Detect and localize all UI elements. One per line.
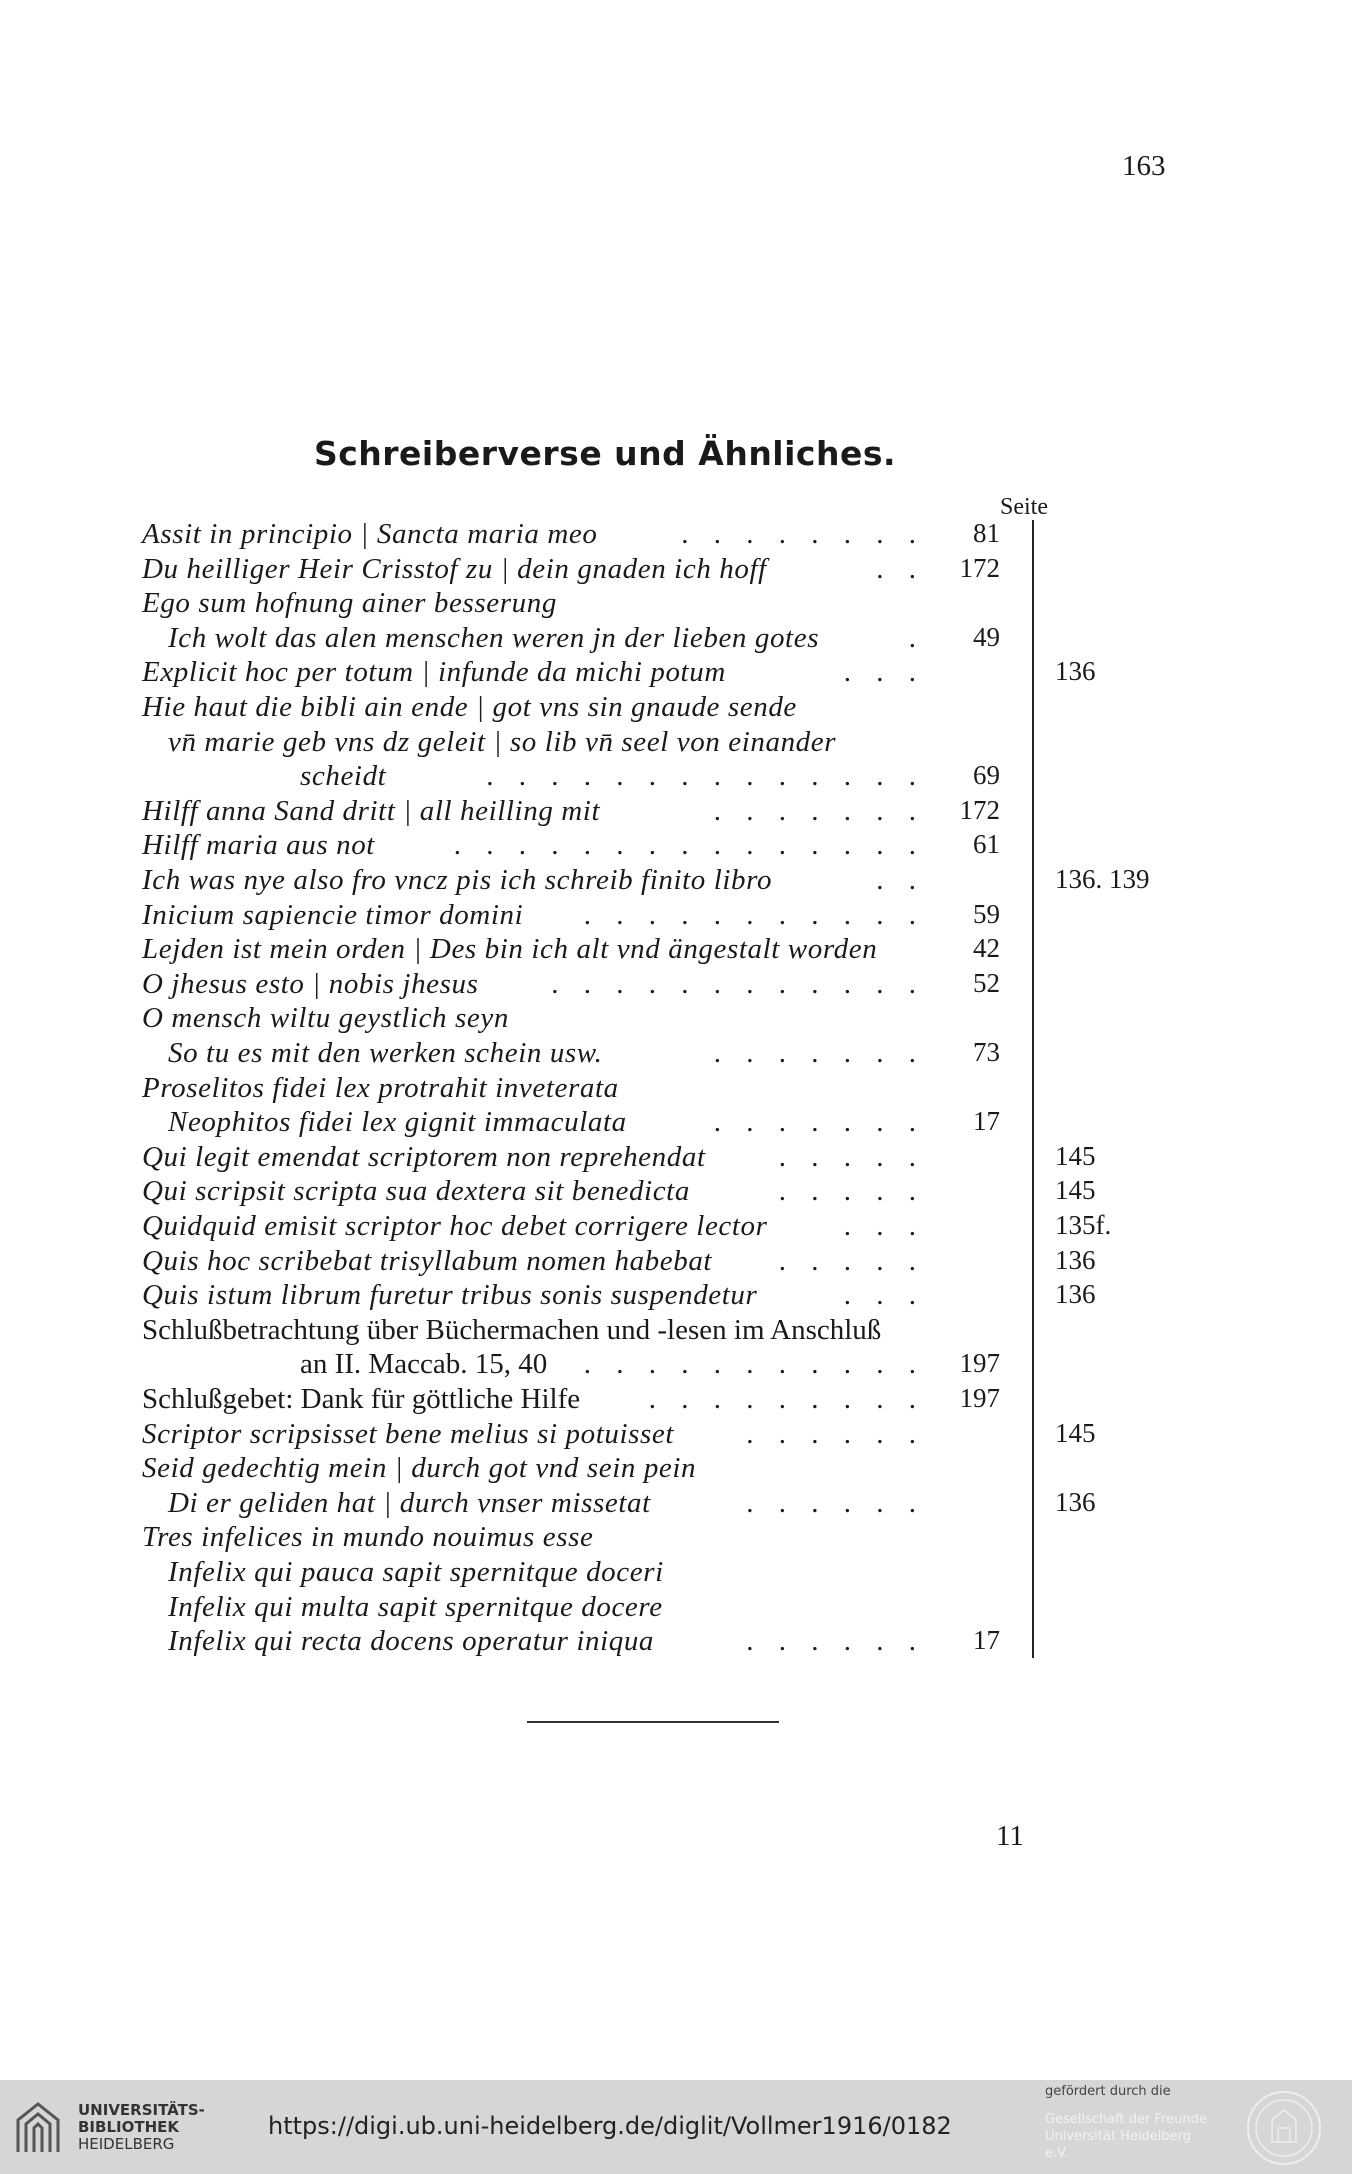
entry-row xyxy=(0,726,1352,760)
entry-row xyxy=(0,864,1352,898)
entry-row xyxy=(0,1175,1352,1209)
entry-row xyxy=(0,1591,1352,1625)
entry-row xyxy=(0,1072,1352,1106)
entry-reference: 136 xyxy=(1055,1486,1096,1517)
entry-reference: 136 xyxy=(1055,1244,1096,1275)
entry-leader-dots: . . xyxy=(876,552,925,585)
entry-row xyxy=(0,1141,1352,1175)
entry-row xyxy=(0,1210,1352,1244)
library-name-line1: UNIVERSITÄTS- xyxy=(78,2101,205,2119)
entry-row xyxy=(0,1106,1352,1140)
entry-leader-dots: . . . xyxy=(843,1210,925,1242)
library-name xyxy=(78,2102,205,2153)
entry-text: Assit in principio | Sancta maria meo xyxy=(142,518,598,550)
entry-text: scheidt xyxy=(300,760,387,793)
entry-leader-dots: . . . . . . . . . . . xyxy=(583,1348,925,1381)
entry-row xyxy=(0,933,1352,967)
entry-text: Infelix qui multa sapit spernitque docere xyxy=(168,1590,663,1623)
entry-page-number: 81 xyxy=(973,518,1000,548)
entry-text: Hilff anna Sand dritt | all heilling mit xyxy=(142,794,601,827)
entry-page-number: 172 xyxy=(959,794,1000,825)
entry-text: Neophitos fidei lex gignit immaculata xyxy=(168,1106,627,1139)
entry-text: Proselitos fidei lex protrahit inveterata xyxy=(142,1071,619,1104)
entry-leader-dots: . . . xyxy=(843,656,925,689)
section-divider xyxy=(527,1721,779,1723)
entry-text: Qui legit emendat scriptorem non reprehendat xyxy=(142,1140,706,1173)
library-name-line3: HEIDELBERG xyxy=(78,2135,175,2153)
entry-row xyxy=(0,1002,1352,1036)
entry-text: Quidquid emisit scriptor hoc debet corrigere lector xyxy=(142,1210,768,1242)
university-seal-icon xyxy=(1244,2088,1324,2168)
entry-page-number: 197 xyxy=(959,1348,1000,1379)
entry-page-number: 17 xyxy=(973,1625,1000,1656)
entry-page-number: 42 xyxy=(973,933,1000,964)
entry-leader-dots: . . . . . . . xyxy=(713,1106,925,1139)
entry-reference: 145 xyxy=(1055,1140,1096,1171)
entry-reference: 136 xyxy=(1055,1279,1096,1310)
entry-text: an II. Maccab. 15, 40 xyxy=(300,1348,548,1381)
sponsor-name-line1: Gesellschaft der Freunde xyxy=(1045,2112,1207,2127)
signature-mark: 11 xyxy=(996,1820,1024,1852)
entry-text: Di er geliden hat | durch vnser missetat xyxy=(168,1486,651,1519)
entry-row xyxy=(0,1348,1352,1382)
entry-page-number: 172 xyxy=(959,552,1000,583)
entry-text: Ich was nye also fro vncz pis ich schreib finito libro xyxy=(142,864,773,896)
entry-text: Lejden ist mein orden | Des bin ich alt vnd ängestalt worden xyxy=(142,933,878,966)
entry-row xyxy=(0,1625,1352,1659)
entry-text: Infelix qui recta docens operatur iniqua xyxy=(168,1625,655,1658)
entry-leader-dots: . . . . . . xyxy=(746,1486,925,1519)
entry-row xyxy=(0,795,1352,829)
entry-leader-dots: . . . . . . . . . . . . xyxy=(551,967,925,1000)
entry-leader-dots: . . . . . . . . . . . . . . xyxy=(486,760,925,793)
entry-text: Schlußgebet: Dank für göttliche Hilfe xyxy=(142,1383,581,1415)
entry-leader-dots: . . . . . . . xyxy=(713,1037,925,1069)
entry-leader-dots: . . . . . xyxy=(778,1140,925,1173)
entry-text: Infelix qui pauca sapit spernitque doceri xyxy=(168,1556,664,1588)
entry-page-number: 17 xyxy=(973,1106,1000,1137)
sponsor-block xyxy=(1045,2084,1215,2162)
entry-row xyxy=(0,829,1352,863)
entry-text: Inicium sapiencie timor domini xyxy=(142,898,524,931)
entry-text: Schlußbetrachtung über Büchermachen und -lesen im Anschluß xyxy=(142,1313,882,1346)
entry-leader-dots: . . xyxy=(876,864,925,896)
library-name-line2: BIBLIOTHEK xyxy=(78,2118,179,2136)
entry-row xyxy=(0,1452,1352,1486)
entry-leader-dots: . . . . . . . . . xyxy=(648,1383,925,1415)
entry-text: Du heilliger Heir Crisstof zu | dein gnaden ich hoff xyxy=(142,552,767,585)
entry-row xyxy=(0,760,1352,794)
entry-row xyxy=(0,1556,1352,1590)
entry-leader-dots: . . . . . . . . . . . xyxy=(583,898,925,931)
sponsor-label: gefördert durch die xyxy=(1045,2084,1171,2099)
page-column-label: Seite xyxy=(1000,494,1048,520)
entry-text: Scriptor scripsisset bene melius si potuisset xyxy=(142,1417,675,1450)
entry-leader-dots: . xyxy=(908,621,925,654)
entry-text: vn̄ marie geb vns dz geleit | so lib vn̄ seel von einander xyxy=(168,725,837,758)
entry-text: O jhesus esto | nobis jhesus xyxy=(142,967,479,1000)
entry-reference: 145 xyxy=(1055,1417,1096,1448)
entry-text: So tu es mit den werken schein usw. xyxy=(168,1037,603,1069)
entry-text: Seid gedechtig mein | durch got vnd sein pein xyxy=(142,1452,697,1485)
library-logo-icon xyxy=(14,2100,62,2156)
page-number: 163 xyxy=(1122,150,1166,182)
entry-row xyxy=(0,622,1352,656)
entry-text: Explicit hoc per totum | infunde da michi potum xyxy=(142,656,726,689)
entry-reference: 136. 139 xyxy=(1055,864,1150,894)
entry-text: Quis istum librum furetur tribus sonis suspendetur xyxy=(142,1279,758,1312)
entry-row xyxy=(0,1037,1352,1071)
entry-page-number: 52 xyxy=(973,967,1000,998)
entry-page-number: 61 xyxy=(973,829,1000,860)
entry-row xyxy=(0,1418,1352,1452)
sponsor-name-line2: Universität Heidelberg e.V. xyxy=(1045,2129,1191,2161)
entry-leader-dots: . . . . . . . . xyxy=(681,518,925,550)
entry-page-number: 59 xyxy=(973,898,1000,929)
entry-reference: 145 xyxy=(1055,1175,1096,1206)
entry-text: O mensch wiltu geystlich seyn xyxy=(142,1002,509,1035)
entry-row xyxy=(0,587,1352,621)
entry-reference: 135f. xyxy=(1055,1210,1112,1240)
entry-row xyxy=(0,691,1352,725)
footer-bar xyxy=(0,2080,1352,2174)
entry-leader-dots: . . . . . . . xyxy=(713,794,925,827)
entry-page-number: 73 xyxy=(973,1037,1000,1067)
entry-reference: 136 xyxy=(1055,656,1096,687)
source-url-link[interactable]: https://digi.ub.uni-heidelberg.de/diglit/Vollmer1916/0182 xyxy=(268,2112,952,2140)
entry-row xyxy=(0,1279,1352,1313)
entry-row xyxy=(0,656,1352,690)
entry-row xyxy=(0,968,1352,1002)
section-heading: Schreiberverse und Ähnliches. xyxy=(313,434,897,473)
entry-page-number: 69 xyxy=(973,760,1000,791)
entry-text: Qui scripsit scripta sua dextera sit benedicta xyxy=(142,1175,690,1208)
entry-leader-dots: . . . . . xyxy=(778,1244,925,1277)
entry-text: Ego sum hofnung ainer besserung xyxy=(142,587,557,620)
entry-row xyxy=(0,1521,1352,1555)
entry-row xyxy=(0,1314,1352,1348)
entry-page-number: 197 xyxy=(959,1383,1000,1413)
entry-row xyxy=(0,1245,1352,1279)
entry-row xyxy=(0,518,1352,552)
entry-row xyxy=(0,553,1352,587)
entry-text: Tres infelices in mundo nouimus esse xyxy=(142,1521,594,1554)
entry-text: Hie haut die bibli ain ende | got vns sin gnaude sende xyxy=(142,691,797,723)
entry-leader-dots: . . . . . . . . . . . . . . . xyxy=(453,829,925,862)
entry-text: Hilff maria aus not xyxy=(142,829,375,862)
entry-row xyxy=(0,1487,1352,1521)
entry-row xyxy=(0,899,1352,933)
entry-page-number: 49 xyxy=(973,621,1000,652)
entry-leader-dots: . . . . . . xyxy=(746,1625,925,1658)
entry-leader-dots: . . . . . . xyxy=(746,1417,925,1450)
entry-leader-dots: . . . xyxy=(843,1279,925,1312)
entry-text: Quis hoc scribebat trisyllabum nomen habebat xyxy=(142,1244,713,1277)
entry-row xyxy=(0,1383,1352,1417)
entry-leader-dots: . . . . . xyxy=(778,1175,925,1208)
entry-text: Ich wolt das alen menschen weren jn der lieben gotes xyxy=(168,621,820,654)
